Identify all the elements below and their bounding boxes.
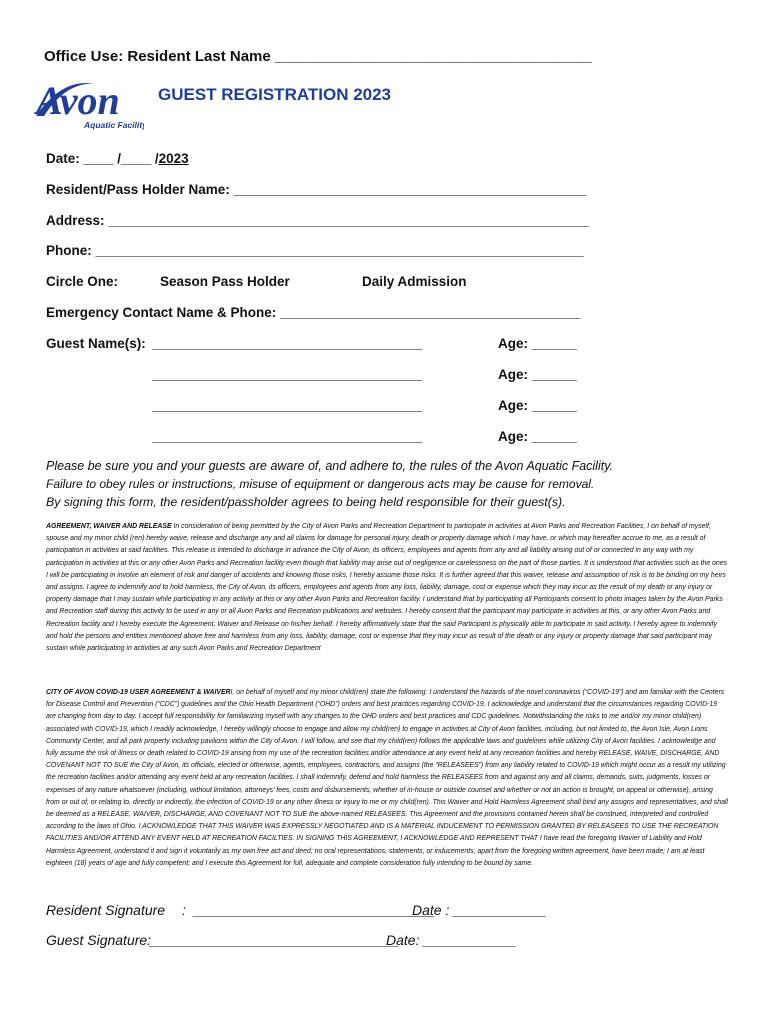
guest-date-field[interactable]: Date: ____________ — [386, 932, 517, 948]
resident-signature-line[interactable]: : _______________________________ — [182, 902, 436, 918]
option-daily-admission[interactable]: Daily Admission — [362, 274, 467, 289]
option-season-pass[interactable]: Season Pass Holder — [160, 274, 290, 289]
agreement-heading: AGREEMENT, WAIVER AND RELEASE — [46, 523, 172, 530]
responsibility-notice: By signing this form, the resident/passholder agrees to being held responsible for their guest(s). — [46, 495, 566, 509]
logo-wordmark: Avon — [36, 78, 120, 123]
form-title: GUEST REGISTRATION 2023 — [158, 85, 392, 104]
guest-age-field[interactable]: Age: ______ — [498, 398, 577, 413]
date-year: 2023 — [158, 151, 189, 166]
guest-name-line[interactable]: ____________________________________ — [152, 398, 423, 413]
phone-field[interactable]: Phone: _________________________________________________________________ — [46, 243, 584, 258]
guest-age-field[interactable]: Age: ______ — [498, 367, 577, 382]
guest-age-field[interactable]: Age: ______ — [498, 429, 577, 444]
resident-name-field[interactable]: Resident/Pass Holder Name: _______________________________________________ — [46, 182, 587, 197]
guest-name-line[interactable]: ____________________________________ — [152, 429, 423, 444]
guest-name-line[interactable]: ____________________________________ — [152, 336, 423, 351]
guest-names-label: Guest Name(s): — [46, 336, 146, 351]
removal-notice: Failure to obey rules or instructions, misuse of equipment or dangerous acts may be cause for removal. — [46, 477, 595, 491]
circle-one-label: Circle One: — [46, 274, 119, 289]
logo-subtext: Aquatic Facility — [84, 120, 144, 130]
covid-body: I, on behalf of myself and my minor child(ren) state the following: I understand the hazards of the novel coronavirus (“COVID-19”) and am familiar with the Centers for Disease Control and Prevention (“CDC”) guidelines and the Ohio Health Department (“OHD”) orders and best practices regarding COVID-19. I acknowledge and understand that the circumstances regarding COVID-19 are changing from day to day. I accept full responsibility for familiarizing myself with any changes to the OHD orders and best practices and CDC guidelines. Notwithstanding the risks to me and/or my minor child(ren) associated with COVID-19, which I readily acknowledge, I hereby willingly choose to engage and allow my child(ren) to engage in activities at City of Avon facilities, including, but not limited to, the Avon Isle, Avon Lions Community Center, and all park property including pavilions within the City of Avon. I will follow, and see that my child(ren) follows the applicable laws and guidelines while utilizing City of Avon facilities. I acknowledge and fully assume the risk of illness or death related to COVID-19 arising from my use of the recreation facilities and/or attendance at any event held at any recreation facilities and hereby RELEASE, WAIVE, DISCHARGE, AND COVENANT NOT TO SUE the City of Avon, its officials, elected or otherwise, agents, employees, contractors, and assigns (the “RELEASEES”) from any liability related to COVID-19 which might occur as a result my utilizing the recreation facilities and/or attending any event held at any recreation facilities. I shall indemnify, defend and hold harmless the RELEASEES from and against any and all claims, demands, suits, judgments, losses or expenses of any nature whatsoever (including, without limitation, attorneys’ fees, costs and disbursements, whether of in-house or outside counsel and whether or not an action is brought, on appeal or otherwise), arising from or out of, or relating to, directly or indirectly, the infection of COVID-19 or any other illness or injury to me or my child(ren). This Waiver and Hold Harmless Agreement shall bind any assigns and representatives, and shall be deemed as a RELEASE, WAIVER, DISCHARGE, AND COVENANT NOT TO SUE the above-named RELEASEES. This Agreement and the provisions contained herein shall be construed, interpreted and controlled according to the laws of Ohio. I ACKNOWLEDGE THAT THIS WAIVER WAS EXPRESSLY NEGOTIATED AND IS A MATERIAL INDUCEMENT TO PERMISSION GRANTED BY RELEASEES TO USE THE RECREATION FACILITIES AND/OR ATTEND ANY EVENT HELD AT RECREATION FACILTIES. IN SIGNING THIS AGREEMENT, I ACKNOWLEDGE AND REPRESENT THAT I have read the foregoing Wavier of Liability and Hold Harmless Agreement, understand it and sign it voluntarily as my own free act and deed; no oral representations, statements, or inducements, apart from the foregoing written agreement, have been made; I am at least eighteen (18) years of age and fully competent; and I execute this Agreement for full, adequate and complete consideration fully intending to be bound by same. — [46, 689, 728, 867]
covid-heading: CITY OF AVON COVID-19 USER AGREEMENT & WAIVER — [46, 689, 231, 696]
date-label: Date: ____ /____ / — [46, 151, 159, 166]
guest-name-line[interactable]: ____________________________________ — [152, 367, 423, 382]
avon-aquatic-logo — [32, 76, 144, 134]
guest-signature-line[interactable]: ________________________________ — [150, 932, 400, 948]
agreement-waiver-release — [46, 521, 728, 655]
guest-age-field[interactable]: Age: ______ — [498, 336, 577, 351]
covid-waiver — [46, 687, 728, 870]
emergency-contact-field[interactable]: Emergency Contact Name & Phone: ________________________________________ — [46, 305, 581, 320]
office-use-line: Office Use: Resident Last Name ______________________________________ — [44, 48, 592, 65]
rules-notice: Please be sure you and your guests are aware of, and adhere to, the rules of the Avon Aquatic Facility. — [46, 459, 614, 473]
resident-date-field[interactable]: Date : ____________ — [412, 902, 547, 918]
resident-signature-label: Resident Signature — [46, 902, 166, 918]
address-field[interactable]: Address: ________________________________________________________________ — [46, 213, 589, 228]
guest-signature-label: Guest Signature: — [46, 932, 152, 948]
date-field[interactable] — [46, 151, 189, 166]
agreement-body: In consideration of being permitted by the City of Avon Parks and Recreation Department to participate in activities at Avon Parks and Recreation Facilities, I on behalf of myself, spouse and my minor child (ren) hereby waive, release and discharge any and all claims for damage for personal injury, death or property damage which I may have, or which may hereafter accrue to me, as a result of participation in activities at said facilities. This release is intended to discharge in advance the City of Avon, its officers, employees and agents from any and all liability arising out of or connected in any way with my participation in activities at this or any other Avon Parks and Recreation facility even though that liability may arise out of negligence or carelessness on the part of those parties. It is understood that activities such as the ones I will be participating in involve an element of risk and danger of accidents and knowing those risks, I hereby assume those risks. It is further agreed that this waiver, release and assumption of risk is to be binding on my heirs and assigns. I agree to indemnify and to hold harmless, the City of Avon, its officers, employees and agents from any loss, liability, damage, cost or expense which they may incur as the result of my death or any injury or property damage that I may sustain while participating in any activity at this or any other Avon Parks and Recreation facility. I understand that by participating all Participants consent to photo images taken by the Avon Parks and Recreation staff during this activity to be used in any or all Avon Parks and Recreation publications and websites. I hereby consent that the participant may participate in activities at this, or any other Avon Parks and Recreation facility and I hereby execute the Agreement, Waiver and Release on his/her behalf. I hereby affirmatively state that the said Participant is physically able to participate in said activity. I hereby agree to indemnify and hold the persons and entities mentioned above free and harmless from any loss, liability, damage, cost or expense that they may incur as result of the death or any injury or property damage that said participant may sustain while participating in activities at any such Avon Parks and Recreation Department — [46, 523, 728, 653]
